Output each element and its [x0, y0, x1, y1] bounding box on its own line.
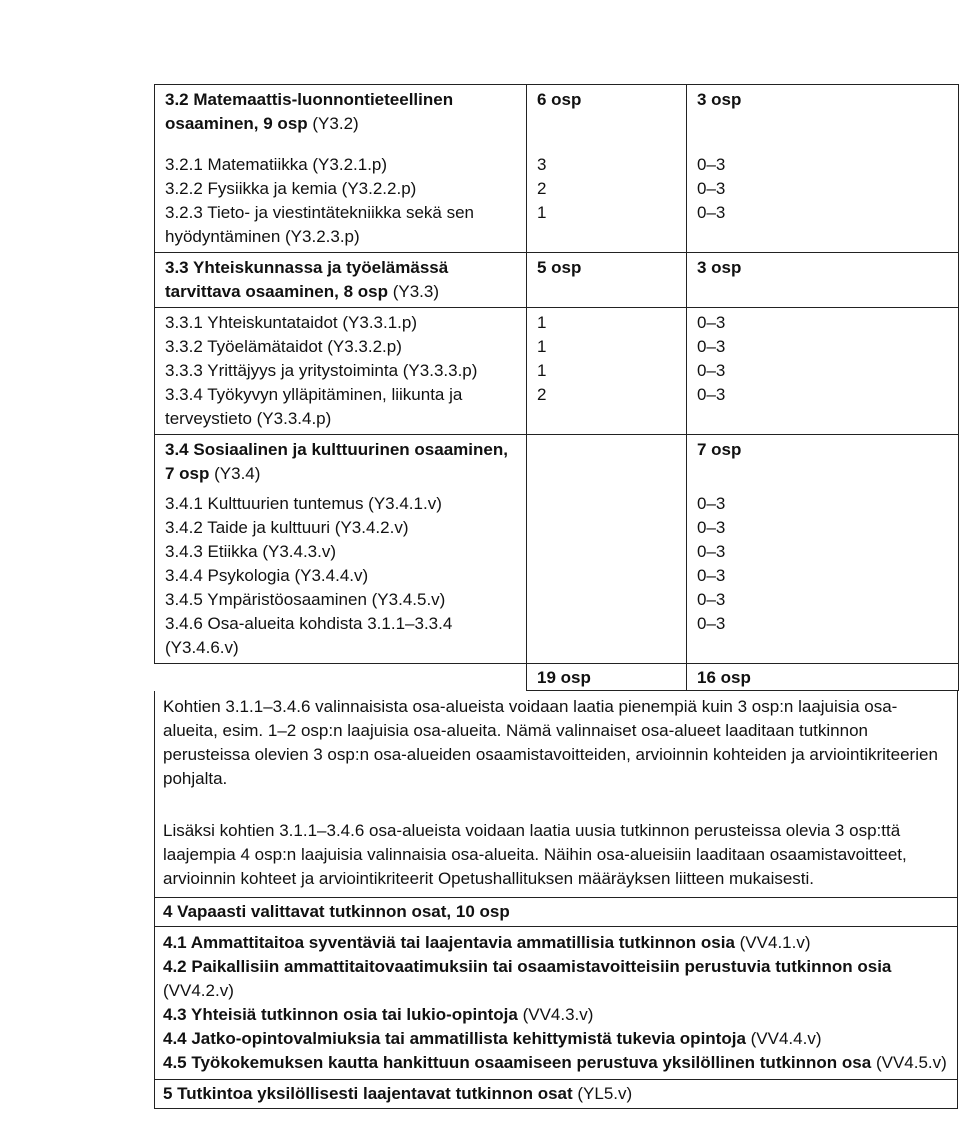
item-optional: 0–3: [697, 313, 726, 332]
section-title: 3.2 Matemaattis-luonnontieteellinen osaaminen, 9 osp (Y3.2): [155, 85, 527, 140]
item-required: 1: [537, 361, 547, 380]
note-paragraph: Kohtien 3.1.1–3.4.6 valinnaisista osa-alueista voidaan laatia pienempiä kuin 3 osp:n laajuisia osa-alueita, esim. 1–2 osp:n laajuisia osa-alueita. Nämä valinnaiset osa-alueet laaditaan tutkinnon perusteissa olevien 3 osp:n osa-alueiden osaamistavoitteiden, arvioinnin kohteiden ja arviointikriteerien pohjalta.: [163, 697, 938, 788]
item-label: 3.4.1 Kulttuurien tuntemus (Y3.4.1.v): [165, 494, 442, 513]
item-optional: 0–3: [697, 518, 726, 537]
item-optional: 0–3: [697, 361, 726, 380]
item-optional: 0–3: [697, 494, 726, 513]
item-label: 3.4.6 Osa-alueita kohdista 3.1.1–3.3.4 (Y3.4.6.v): [165, 614, 453, 657]
part4-item: 4.2 Paikallisiin ammattitaitovaatimuksiin tai osaamistavoitteisiin perustuvia tutkinnon osia (VV4.2.v): [163, 957, 892, 1000]
item-optional: 0–3: [697, 542, 726, 561]
item-required: 3: [537, 155, 547, 174]
item-optional: 0–3: [697, 155, 726, 174]
part4-item: 4.3 Yhteisiä tutkinnon osia tai lukio-opintoja (VV4.3.v): [163, 1005, 594, 1024]
item-required: 1: [537, 203, 547, 222]
item-optional: 0–3: [697, 385, 726, 404]
item-required: 2: [537, 385, 547, 404]
section-title: 3.3 Yhteiskunnassa ja työelämässä tarvittava osaaminen, 8 osp (Y3.3): [155, 253, 527, 308]
item-label: 3.2.3 Tieto- ja viestintätekniikka sekä sen hyödyntäminen (Y3.2.3.p): [165, 203, 474, 246]
item-label: 3.3.1 Yhteiskuntataidot (Y3.3.1.p): [165, 313, 418, 332]
totals-row: [155, 664, 959, 691]
section-items-row: [155, 139, 959, 253]
part4-item: 4.5 Työkokemuksen kautta hankittuun osaamiseen perustuva yksilöllinen tutkinnon osa (VV4.5.v): [163, 1053, 947, 1072]
item-optional: 0–3: [697, 179, 726, 198]
note-paragraph: Lisäksi kohtien 3.1.1–3.4.6 osa-alueista voidaan laatia uusia tutkinnon perusteissa olevia 3 osp:ttä laajempia 4 osp:n laajuisia valinnaisia osa-alueita. Näihin osa-alueisiin laaditaan osaamistavoitteet, arvioinnin kohteet ja arviointikriteerit Opetushallituksen määräyksen liitteen mukaisesti.: [163, 821, 907, 888]
section-row: [155, 435, 959, 490]
part4-item: 4.1 Ammattitaitoa syventäviä tai laajentavia ammatillisia tutkinnon osia (VV4.1.v): [163, 933, 811, 952]
part4-items: [154, 927, 958, 1080]
item-required: 1: [537, 337, 547, 356]
section-optional-osp: 3 osp: [687, 253, 959, 308]
item-label: 3.4.3 Etiikka (Y3.4.3.v): [165, 542, 337, 561]
item-optional: 0–3: [697, 566, 726, 585]
item-optional: 0–3: [697, 203, 726, 222]
item-label: 3.3.2 Työelämätaidot (Y3.3.2.p): [165, 337, 402, 356]
total-optional: 16 osp: [687, 664, 959, 691]
item-optional: 0–3: [697, 337, 726, 356]
section-optional-osp: 7 osp: [687, 435, 959, 490]
item-label: 3.4.4 Psykologia (Y3.4.4.v): [165, 566, 369, 585]
document-page: [154, 84, 958, 1109]
item-required: 2: [537, 179, 547, 198]
part4-heading: 4 Vapaasti valittavat tutkinnon osat, 10 osp: [154, 898, 958, 927]
study-units-table: [154, 84, 959, 691]
part5-row: 5 Tutkintoa yksilöllisesti laajentavat tutkinnon osat (YL5.v): [154, 1080, 958, 1109]
notes-box: [154, 691, 958, 898]
section-required-osp: 5 osp: [527, 253, 687, 308]
item-required: 1: [537, 313, 547, 332]
part4-item: 4.4 Jatko-opintovalmiuksia tai ammatillista kehittymistä tukevia opintoja (VV4.4.v): [163, 1029, 822, 1048]
item-optional: 0–3: [697, 614, 726, 633]
item-label: 3.4.5 Ympäristöosaaminen (Y3.4.5.v): [165, 590, 446, 609]
section-optional-osp: 3 osp: [687, 85, 959, 140]
item-label: 3.3.4 Työkyvyn ylläpitäminen, liikunta ja terveystieto (Y3.3.4.p): [165, 385, 463, 428]
total-required: 19 osp: [527, 664, 687, 691]
section-items-row: [155, 489, 959, 664]
section-row: [155, 253, 959, 308]
item-label: 3.4.2 Taide ja kulttuuri (Y3.4.2.v): [165, 518, 409, 537]
item-label: 3.2.1 Matematiikka (Y3.2.1.p): [165, 155, 388, 174]
item-label: 3.2.2 Fysiikka ja kemia (Y3.2.2.p): [165, 179, 417, 198]
section-required-osp: [527, 435, 687, 490]
section-items-row: [155, 308, 959, 435]
section-row: [155, 85, 959, 140]
section-title: 3.4 Sosiaalinen ja kulttuurinen osaaminen, 7 osp (Y3.4): [155, 435, 527, 490]
item-label: 3.3.3 Yrittäjyys ja yritystoiminta (Y3.3.3.p): [165, 361, 478, 380]
item-optional: 0–3: [697, 590, 726, 609]
section-required-osp: 6 osp: [527, 85, 687, 140]
